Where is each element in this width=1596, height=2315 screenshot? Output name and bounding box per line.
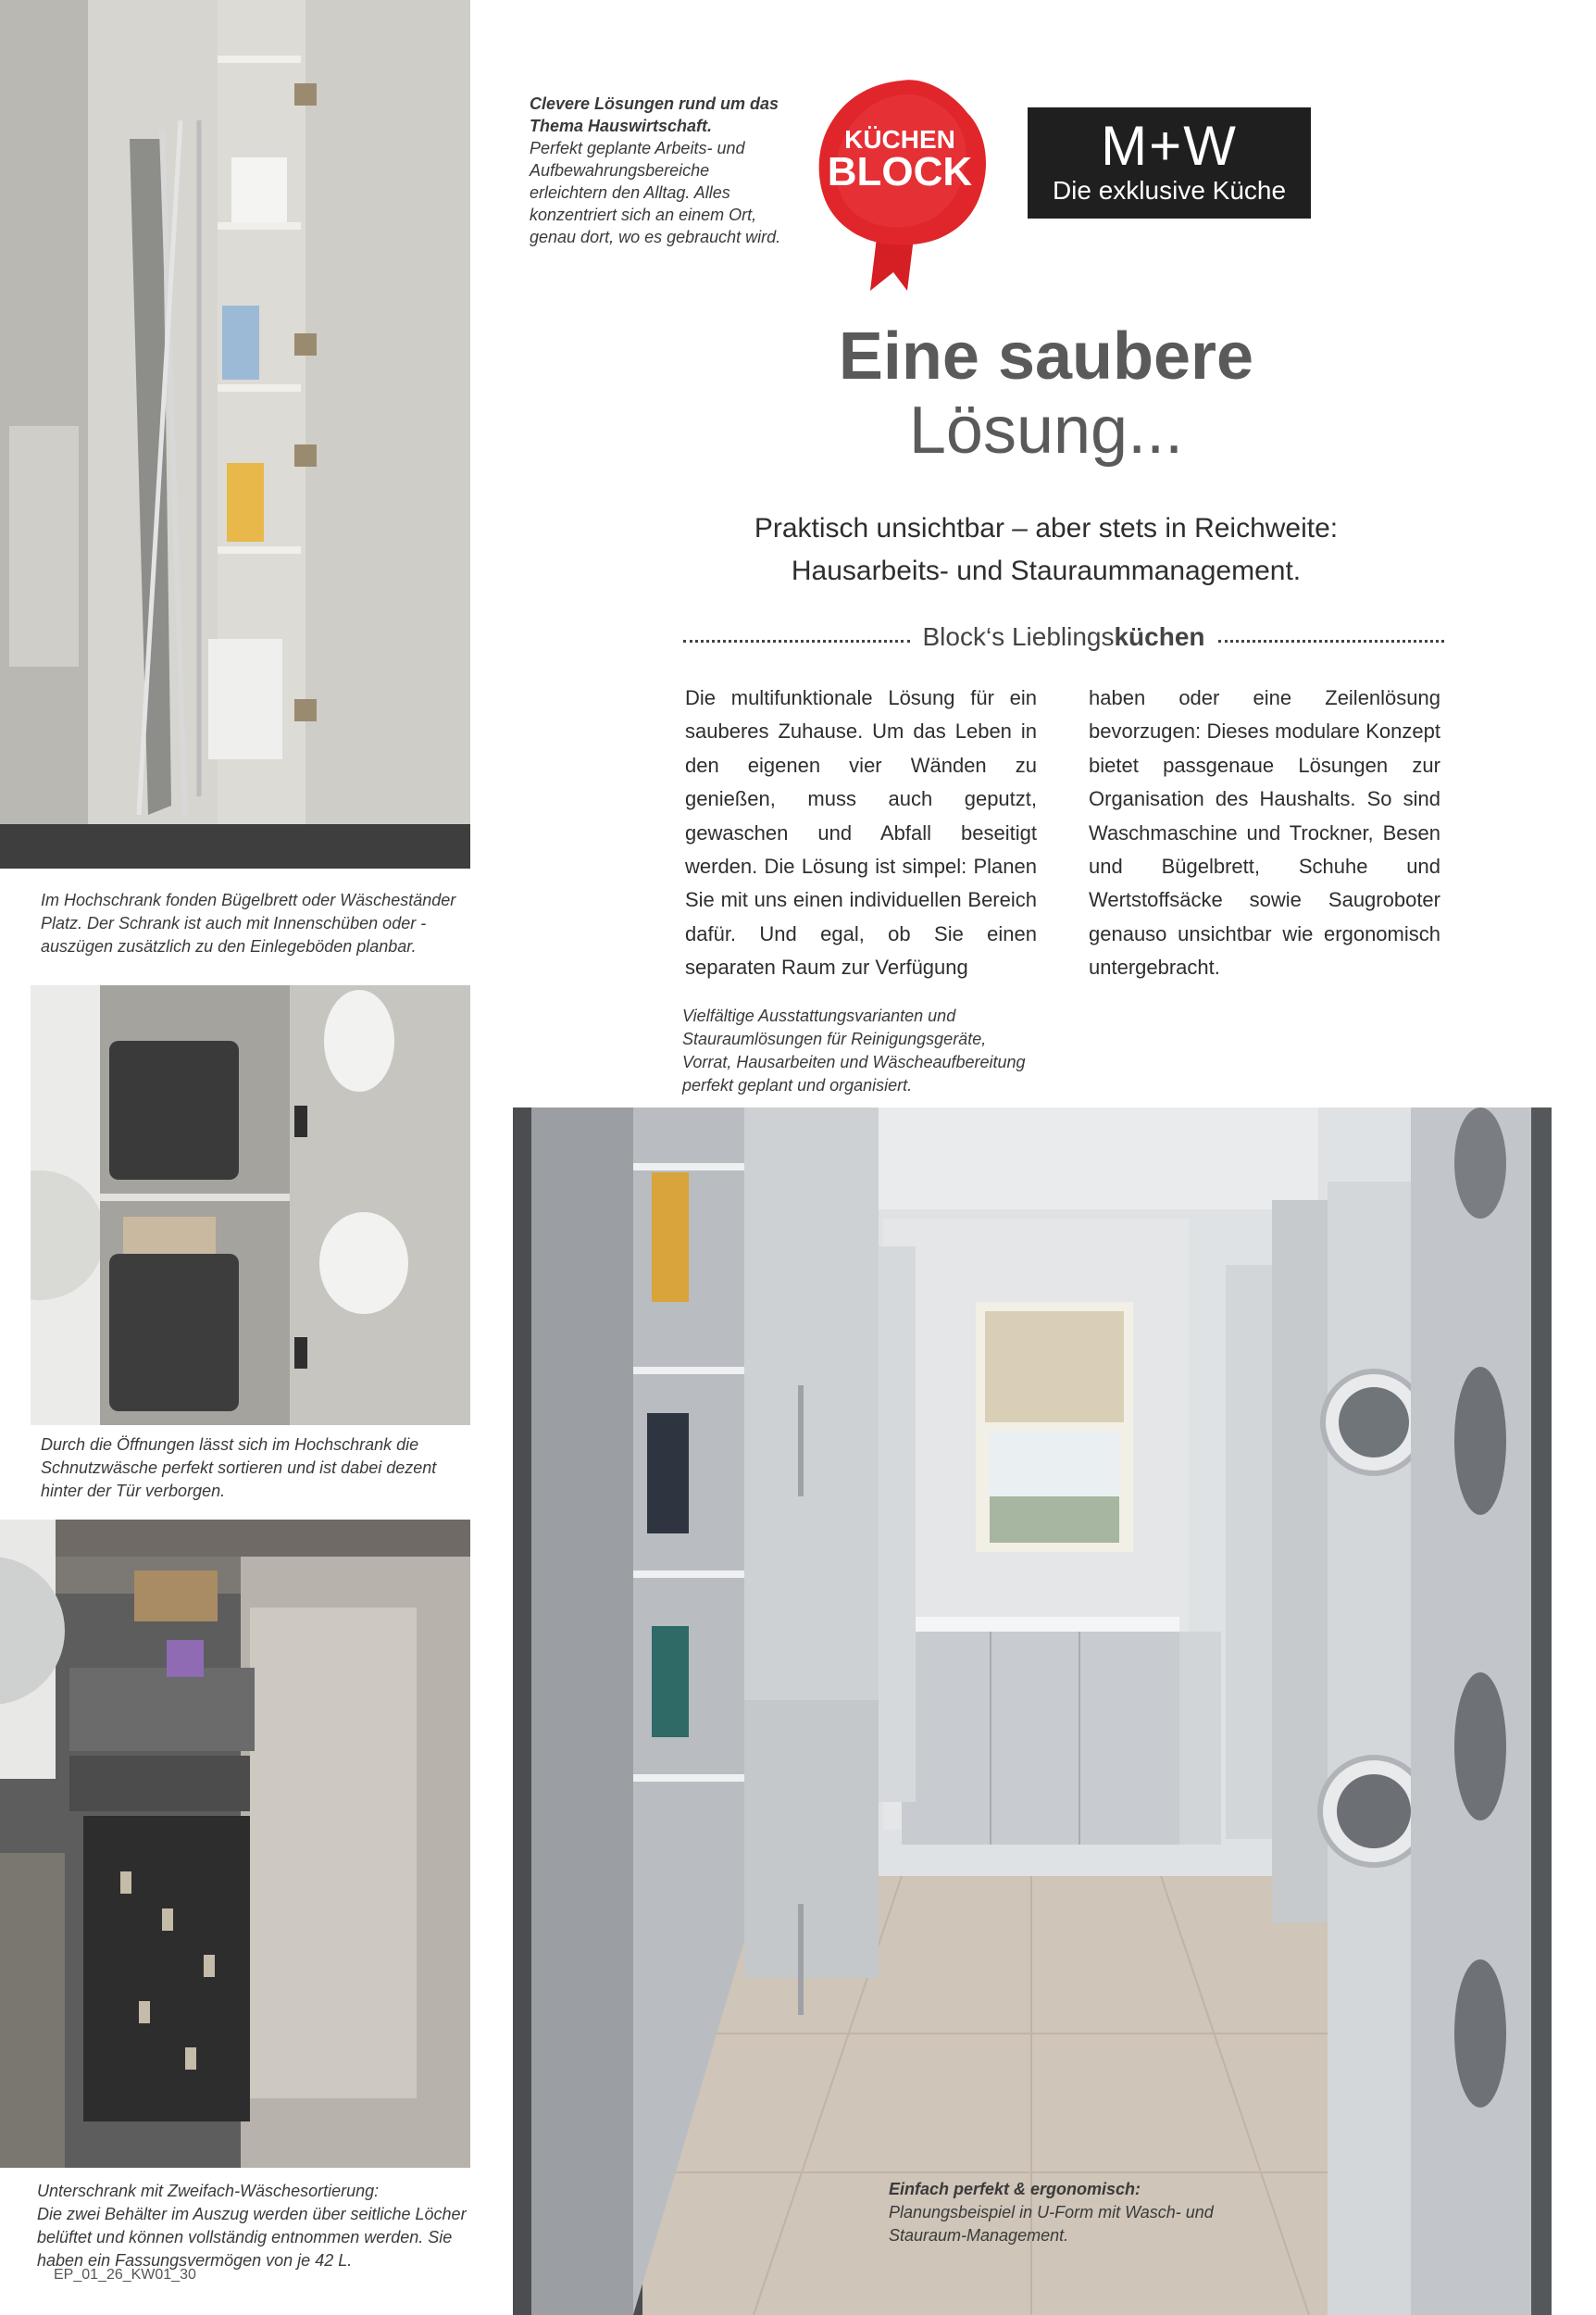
caption-photo-3-text: Die zwei Behälter im Auszug werden über seitliche Löcher belüftet und können vollständig entnommen werden. Sie haben ein Fassungsvermögen von je 42 L. [37,2205,467,2270]
caption-photo-2: Durch die Öffnungen lässt sich im Hochschrank die Schnutzwäsche perfekt sortieren und ist dabei dezent hinter der Tür verborgen. [41,1435,437,1500]
caption-photo-1: Im Hochschrank fonden Bügelbrett oder Wäscheständer Platz. Der Schrank ist auch mit Innenschüben oder -auszügen zusätzlich zu den Einlegeböden planbar. [41,891,456,956]
subheadline [676,507,1416,593]
mw-logo-bottom: Die exklusive Küche [1052,176,1287,205]
wax-seal-icon [815,76,989,291]
photo-laundry-baskets [31,985,470,1425]
mw-logo [1028,107,1311,219]
photo-double-laundry-sorter [0,1520,470,2168]
laundry-sorter-illustration [0,1520,470,2168]
section-divider [683,620,1444,654]
utility-room-illustration [513,1107,1552,2315]
photo-utility-room-u-shape [513,1107,1552,2315]
laundry-baskets-illustration [31,985,470,1425]
caption-photo-3 [37,2180,481,2272]
divider-label-bold: küchen [1114,622,1205,651]
caption-photo-3-lead: Unterschrank mit Zweifach-Wäschesortierung: [37,2182,380,2200]
logo-line2: BLOCK [827,149,973,194]
headline-line1: Eine saubere [838,319,1254,394]
divider-label [683,620,1444,654]
caption-main-bottom [889,2178,1259,2247]
body-column-2: haben oder eine Zeilenlösung bevorzugen: Dieses modulare Konzept bietet passgenaue Lösungen zur Organisation des Haushalts. So sind Waschmaschine und Trockner, Besen und Bügelbrett, Schuhe und Wertstoffsäcke sowie Saugroboter genauso unsichtbar wie ergonomisch untergebracht. [1089,686,1440,980]
tall-cabinet-illustration [0,0,470,869]
mw-logo-top: M+W [1101,115,1238,177]
footer-code: EP_01_26_KW01_30 [54,2267,196,2283]
subheadline-line1: Praktisch unsichtbar – aber stets in Reichweite: [754,513,1339,544]
caption-main-text: Planungsbeispiel in U-Form mit Wasch- und Stauraum-Management. [889,2203,1214,2245]
intro-body: Perfekt geplante Arbeits- und Aufbewahrungsbereiche erleichtern den Alltag. Alles konzentriert sich an einem Ort, genau dort, wo es gebraucht wird. [530,139,781,246]
body-column-1: Die multifunktionale Lösung für ein sauberes Zuhause. Um das Leben in den eigenen vier Wänden zu genießen, muss auch geputzt, gewaschen und Abfall beseitigt werden. Die Lösung ist simpel: Planen Sie mit uns einen individuellen Bereich dafür. Und egal, ob Sie einen separaten Raum zur Verfügung [685,686,1037,980]
photo-tall-cabinet-ironing-board [0,0,470,869]
intro-lead: Clevere Lösungen rund um das Thema Hauswirtschaft. [530,94,779,135]
logo-line1: KÜCHEN [844,125,955,154]
divider-label-light: Block‘s Lieblings [922,622,1115,651]
intro-text [530,93,789,248]
subheadline-line2: Hausarbeits- und Stauraummanagement. [791,556,1302,586]
kuechen-block-logo [815,76,989,291]
caption-main-lead: Einfach perfekt & ergonomisch: [889,2180,1141,2198]
headline-line2: Lösung... [908,394,1184,468]
caption-main-top: Vielfältige Ausstattungsvarianten und Stauraumlösungen für Reinigungsgeräte, Vorrat, Hausarbeiten und Wäscheaufbereitung perfekt geplant und organisiert. [682,1007,1026,1095]
